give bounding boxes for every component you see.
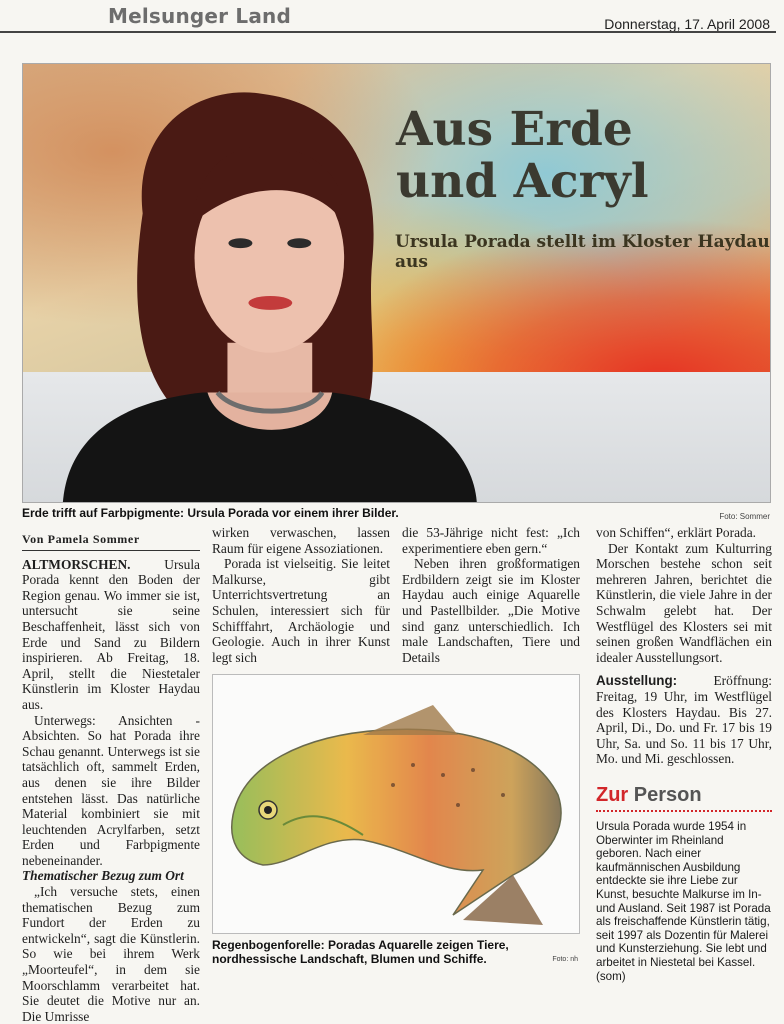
paragraph: Der Kontakt zum Kulturring Morschen bestehe schon seit mehreren Jahren, berichtet die Künstlerin, die viele Jahre in der Schwalm gelebt hat. Der Westflügel des Klosters sei mit seinen großen Wandflächen ein idealer Ausstellungsort. xyxy=(596,540,772,665)
person-heading xyxy=(596,784,702,807)
hero-caption: Erde trifft auf Farbpigmente: Ursula Porada vor einem ihrer Bilder. xyxy=(22,506,399,520)
hero-photo-credit: Foto: Sommer xyxy=(719,512,770,521)
hero-photo xyxy=(22,63,771,503)
article-column-1 xyxy=(22,532,200,1024)
paragraph: von Schiffen“, erklärt Porada. xyxy=(596,525,757,540)
exhibition-label: Ausstellung: xyxy=(596,673,678,689)
person-divider xyxy=(596,810,772,812)
paragraph: Neben ihren großformatigen Erdbildern zeigt sie im Kloster Haydau auch einige Aquarelle und Pastellbilder. „Die Motive sind ganz unterschiedlich. Ich male Landschaften, Tiere und Details xyxy=(402,556,580,665)
dateline: ALTMORSCHEN. xyxy=(22,556,131,572)
header-divider xyxy=(0,31,776,33)
fish-painting xyxy=(212,674,580,934)
section-title: Melsunger Land xyxy=(108,4,292,28)
paragraph: ALTMORSCHEN. Ursula Porada kennt den Boden der Region genau. Wo immer sie ist, untersucht sie seine Beschaffenheit, lässt sich von Erde und Sand zu Bildern inspirieren. Ab Freitag, 18. April, stellt die Niestetaler Künstlerin im Kloster Haydau aus. xyxy=(22,556,200,712)
exhibition-info: Ausstellung: Eröffnung: Freitag, 19 Uhr, im Westflügel des Klosters Haydau. Bis 27. April, Di., Do. und Fr. 17 bis 19 Uhr, Sa. und So. 11 bis 17 Uhr, Mo. und Mi. geschlossen. xyxy=(596,673,772,767)
article-column-4 xyxy=(596,525,772,767)
fish-caption: Regenbogenforelle: Poradas Aquarelle zeigen Tiere, nordhessische Landschaft, Blumen und Schiffe. xyxy=(212,938,509,966)
paragraph: die 53-Jährige nicht fest: „Ich experimentiere eben gern.“ xyxy=(402,525,580,556)
paragraph: Porada ist vielseitig. Sie leitet Malkurse, gibt Unterrichtsvertretung an Schulen, interessiert sich für Schifffahrt, Archäologie und Geologie. Auch in ihrer Kunst legt sich xyxy=(212,556,390,665)
headline-line-1: Aus Erde xyxy=(396,102,633,157)
article-column-2 xyxy=(212,525,390,665)
subheading: Thematischer Bezug zum Ort xyxy=(22,868,184,884)
subheadline: Ursula Porada stellt im Kloster Haydau aus xyxy=(395,232,770,272)
article-column-3 xyxy=(402,525,580,665)
headline xyxy=(396,104,649,208)
paragraph: wirken verwaschen, lassen Raum für eigene Assoziationen. xyxy=(212,525,390,556)
trout-illustration xyxy=(213,675,581,935)
person-bio: Ursula Porada wurde 1954 in Oberwinter im Rheinland geboren. Nach einer kaufmännischen Ausbildung entdeckte sie ihre Liebe zur Kunst, besuchte Malkurse im In- und Ausland. Seit 1987 ist Porada als freischaffende Künstlerin tätig, seit 1997 als Dozentin für Malerei und Kunsterziehung. Sie lebt und arbeitet in Niestetal bei Kassel. (som) xyxy=(596,820,771,983)
person-heading-person: Person xyxy=(633,784,702,806)
fish-photo-credit: Foto: nh xyxy=(552,956,578,963)
headline-line-2: und Acryl xyxy=(396,154,649,209)
byline: Von Pamela Sommer xyxy=(22,532,200,551)
person-heading-zur: Zur xyxy=(596,784,629,806)
paragraph: „Ich versuche stets, einen thematischen Bezug zum Fundort der Erden zu entwickeln“, sagt die Künstlerin. So wie bei ihrem Werk „Moorteufel“, in dem sie Moorschlamm verarbeitet hat. Sie deutet die Motive nur an. Die Umrisse xyxy=(22,884,200,1024)
paragraph: Unterwegs: Ansichten - Absichten. So hat Porada ihre Schau genannt. Unterwegs ist sie tatsächlich oft, sammelt Erden, aus denen sie ihre Bilder entstehen lässt. Das natürliche Material kombiniert sie mit leuchtenden Acrylfarben, setzt Erden und Farbpigmente nebeneinander. xyxy=(22,712,200,868)
issue-date: Donnerstag, 17. April 2008 xyxy=(604,16,770,32)
